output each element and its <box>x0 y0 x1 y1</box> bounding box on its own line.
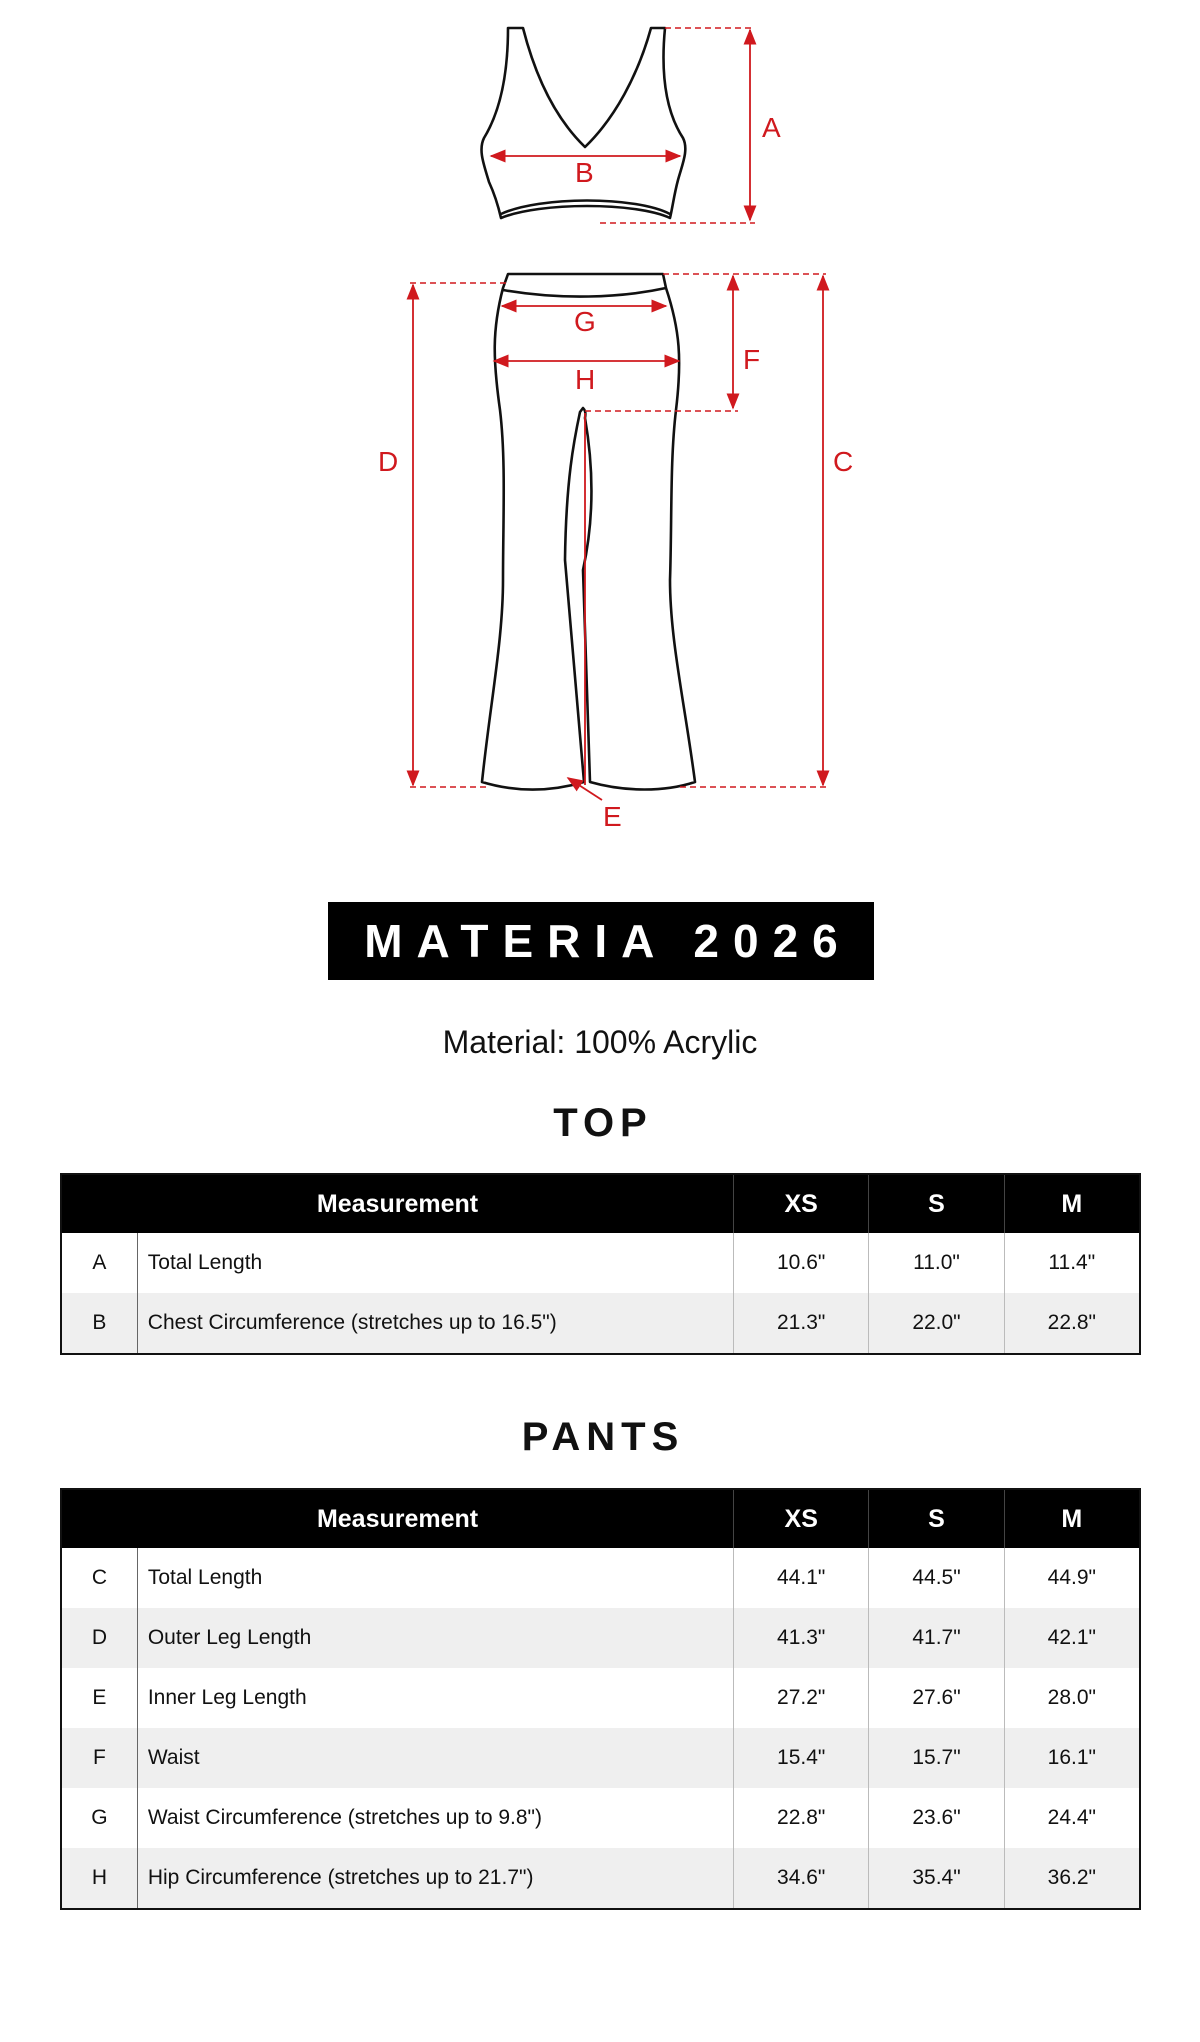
value-xs: 10.6" <box>734 1233 869 1293</box>
table-header-row <box>61 1174 1140 1233</box>
label-b: B <box>575 157 594 188</box>
value-s: 35.4" <box>869 1848 1004 1909</box>
header-s: S <box>869 1489 1004 1548</box>
value-s: 15.7" <box>869 1728 1004 1788</box>
value-xs: 22.8" <box>734 1788 869 1848</box>
pants-size-table <box>60 1488 1141 1910</box>
label-c: C <box>833 446 854 477</box>
row-code: G <box>61 1788 137 1848</box>
row-label: Waist Circumference (stretches up to 9.8") <box>147 1806 542 1829</box>
value-m: 22.8" <box>1004 1293 1140 1354</box>
table-row <box>61 1728 1140 1788</box>
top-size-table <box>60 1173 1141 1355</box>
table-row <box>61 1788 1140 1848</box>
value-m: 44.9" <box>1004 1548 1140 1608</box>
label-g: G <box>574 306 596 337</box>
header-xs: XS <box>734 1174 869 1233</box>
value-s: 27.6" <box>869 1668 1004 1728</box>
label-f: F <box>743 344 761 375</box>
row-label: Inner Leg Length <box>147 1686 307 1709</box>
row-code: F <box>61 1728 137 1788</box>
label-e: E <box>603 801 622 832</box>
label-d: D <box>378 446 399 477</box>
value-xs: 44.1" <box>734 1548 869 1608</box>
row-code: E <box>61 1668 137 1728</box>
row-label: Chest Circumference (stretches up to 16.5") <box>137 1293 733 1354</box>
row-label: Waist <box>137 1728 733 1788</box>
header-s: S <box>869 1174 1004 1233</box>
value-s: 44.5" <box>869 1548 1004 1608</box>
value-m: 16.1" <box>1004 1728 1140 1788</box>
label-h: H <box>575 364 596 395</box>
value-xs: 21.3" <box>734 1293 869 1354</box>
value-xs: 15.4" <box>734 1728 869 1788</box>
value-m: 42.1" <box>1004 1608 1140 1668</box>
value-s: 22.0" <box>869 1293 1004 1354</box>
row-label: Outer Leg Length <box>137 1608 733 1668</box>
value-s: 11.0" <box>869 1233 1004 1293</box>
row-code: B <box>61 1293 137 1354</box>
material-info: Material: 100% Acrylic <box>442 1024 758 1060</box>
header-m: M <box>1004 1174 1140 1233</box>
row-code: C <box>61 1548 137 1608</box>
row-code: H <box>61 1848 137 1909</box>
header-measurement: Measurement <box>61 1489 734 1548</box>
value-m: 11.4" <box>1004 1233 1140 1293</box>
label-a: A <box>762 112 781 143</box>
table-row <box>61 1608 1140 1668</box>
row-label: Total Length <box>147 1566 263 1589</box>
value-m: 36.2" <box>1004 1848 1140 1909</box>
top-section-title: TOP <box>553 1101 653 1145</box>
brand-banner: MATERIA 2026 <box>328 902 874 980</box>
flared-pants-outline <box>482 274 695 790</box>
value-s: 41.7" <box>869 1608 1004 1668</box>
value-m: 28.0" <box>1004 1668 1140 1728</box>
header-m: M <box>1004 1489 1140 1548</box>
row-label: Hip Circumference (stretches up to 21.7") <box>137 1848 733 1909</box>
table-row <box>61 1293 1140 1354</box>
pants-section-title: PANTS <box>521 1415 685 1459</box>
table-row <box>61 1233 1140 1293</box>
value-m: 24.4" <box>1004 1788 1140 1848</box>
header-xs: XS <box>734 1489 869 1548</box>
header-measurement: Measurement <box>61 1174 734 1233</box>
value-s: 23.6" <box>869 1788 1004 1848</box>
dimension-arrows <box>413 30 823 800</box>
garment-diagram <box>0 0 1200 850</box>
value-xs: 27.2" <box>734 1668 869 1728</box>
value-xs: 41.3" <box>734 1608 869 1668</box>
table-row <box>61 1668 1140 1728</box>
row-code: A <box>61 1233 137 1293</box>
table-header-row <box>61 1489 1140 1548</box>
table-row <box>61 1848 1140 1909</box>
table-row <box>61 1548 1140 1608</box>
crop-top-outline <box>481 28 685 218</box>
value-xs: 34.6" <box>734 1848 869 1909</box>
row-label: Total Length <box>147 1251 263 1274</box>
row-code: D <box>61 1608 137 1668</box>
